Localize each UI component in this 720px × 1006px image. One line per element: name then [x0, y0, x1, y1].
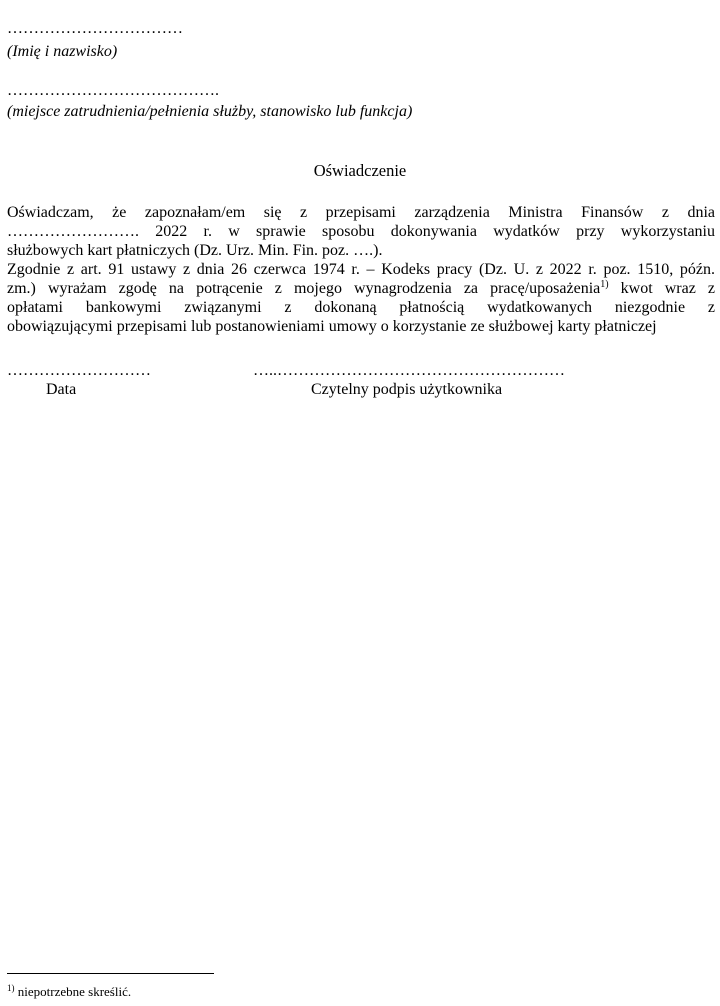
paragraph-1-line-2: ……………………. 2022 r. w sprawie sposobu dokonywania wydatków przy wykorzystaniu — [7, 223, 715, 240]
paragraph-consent — [7, 260, 715, 336]
date-dots-line: ……………………… — [7, 362, 151, 379]
paragraph-1-line-3: służbowych kart płatniczych (Dz. Urz. Min. Fin. poz. ….). — [7, 242, 383, 259]
paragraph-2-line-1: Zgodnie z art. 91 ustawy z dnia 26 czerwca 1974 r. – Kodeks pracy (Dz. U. z 2022 r. poz. 1510, późn. — [7, 261, 715, 278]
paragraph-2-line-2 — [7, 279, 715, 298]
footnote-text: niepotrzebne skreślić. — [14, 984, 132, 999]
signature-label: Czytelny podpis użytkownika — [311, 381, 503, 398]
date-label: Data — [46, 381, 77, 398]
workplace-caption: (miejsce zatrudnienia/pełnienia służby, stanowisko lub funkcja) — [7, 103, 413, 120]
paragraph-acknowledgement — [7, 203, 715, 260]
paragraph-1-line-1: Oświadczam, że zapoznałam/em się z przepisami zarządzenia Ministra Finansów z dnia — [7, 204, 715, 221]
footnote-reference: 1) — [600, 279, 609, 290]
signature-dots-line: …..……………………………………………… — [253, 362, 565, 379]
paragraph-2-line-2-text: zm.) wyrażam zgodę na potrącenie z mojego wynagrodzenia za pracę/uposażenia — [7, 280, 601, 297]
paragraph-2-line-2-tail: kwot wraz z — [608, 280, 715, 297]
paragraph-2-line-3: opłatami bankowymi związanymi z dokonaną płatnością wydatkowanych niezgodnie z — [7, 299, 715, 316]
name-dots-line: …………………………… — [7, 20, 183, 37]
footnote-marker: 1) — [7, 983, 15, 993]
paragraph-2-line-4: obowiązującymi przepisami lub postanowieniami umowy o korzystanie ze służbowej karty płatniczej — [7, 318, 657, 335]
footnote — [7, 984, 131, 1000]
name-caption: (Imię i nazwisko) — [7, 43, 118, 60]
footnote-separator — [7, 973, 214, 974]
document-title: Oświadczenie — [313, 161, 407, 180]
workplace-dots-line: …………………………………. — [7, 82, 219, 99]
